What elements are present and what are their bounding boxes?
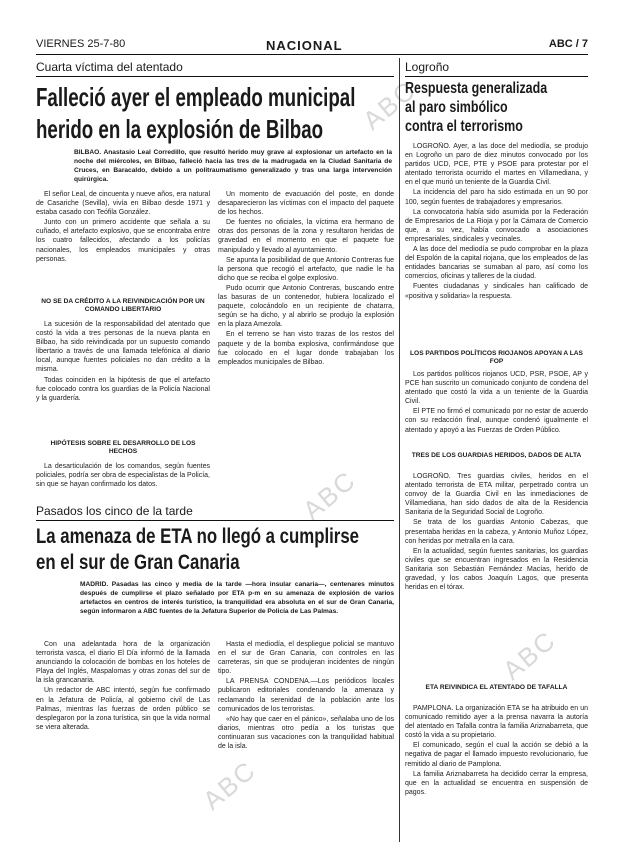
article1-col1-mid [36,320,210,438]
sidebar-body-3 [405,472,588,680]
page-number: ABC / 7 [548,38,588,50]
kicker-text: Pasados los cinco de la tarde [36,504,193,518]
paragraph: En el terreno se han visto trazas de los restos del paquete y de la bomba explosiva, confirmándose que fue colocado en el lugar donde trabajaban los empleados municipales de Bilbao. [218,331,394,366]
paragraph: La sucesión de la responsabilidad del atentado que costó la vida a tres personas de la nueva planta en Bilbao, ha sido reivindicada por un supuesto comando libertario a través de una llamada telefónica al diario local, aunque fuentes policiales no dan crédito a la misma. [36,321,210,374]
watermark: ABC [496,624,562,686]
article2-col2 [218,640,394,830]
page-date: VIERNES 25-7-80 [36,38,126,50]
sidebar-subhead-2: TRES DE LOS GUARDIAS HERIDOS, DADOS DE ALTA [411,452,582,459]
sidebar-body-2 [405,370,588,450]
paragraph: La convocatoria había sido asumida por la Federación de Empresarios de La Rioja y por la Cámara de Comercio que, a su vez, había convocado a asociaciones empresariales, sindicales y vecinales. [405,208,588,243]
article1-subhead-2: HIPÓTESIS SOBRE EL DESARROLLO DE LOS HECHOS [50,440,196,455]
paragraph: Se trata de los guardias Antonio Cabezas, que presentaba heridas en la cabeza, y Antonio Muñoz López, con heridas por metralla en la cara. [405,519,588,545]
sidebar-body-1 [405,142,588,348]
article1-headline-1: Falleció ayer el empleado municipal [36,82,356,112]
article2-col1 [36,640,210,830]
paragraph: La desarticulación de los comandos, según fuentes policiales, podría ser obra de especialistas de la Policía, sin que se hayan confirmado los datos. [36,463,210,489]
sidebar-subhead-3: ETA REIVINDICA EL ATENTADO DE TAFALLA [425,684,568,691]
article2-lead: MADRID. Pasadas las cinco y media de la tarde —hora insular canaria—, centenares minutos después de cumplirse el plazo señalado por ETA p-m en su amenaza de explosión de varios artefactos en centros de interés turístico, la tranquilidad era absoluta en el sur de Gran Canaria, según informaron a ABC fuentes de la Jefatura Superior de Policía de Las Palmas. [80,581,394,615]
article1-col2 [218,190,394,500]
paragraph: El PTE no firmó el comunicado por no estar de acuerdo con su redacción final, aunque condenó igualmente el atentado y apoyó a las Fuerzas de Orden Público. [405,408,588,434]
page-header [36,36,588,55]
article2-kicker [36,504,394,521]
paragraph: LOGROÑO. Tres guardias civiles, heridos en el atentado terrorista de ETA militar, perpetrado contra un convoy de la Guardia Civil en las inmediaciones de Villamediana, han sido dados de alta de la Residencia Sanitaria de la Seguridad Social de Logroño. [405,473,588,517]
paragraph: De fuentes no oficiales, la víctima era hermano de otras dos personas de la zona y resultaron heridas de gravedad en el momento en que el paquete fue manipulado y llevado al ayuntamiento. [218,219,394,254]
paragraph: LA PRENSA CONDENA.—Los periódicos locales publicaron editoriales condenando la amenaza y reclamando la serenidad de la población ante los comunicados de los terroristas. [218,678,394,713]
paragraph: Pudo ocurrir que Antonio Contreras, buscando entre las basuras de un contenedor, hubiera localizado el paquete, colocándolo en un recipiente de chatarra, según se ha dicho, y al abrirlo se produjo la explosión en la plaza Amezola. [218,284,394,329]
article1-subhead-1: NO SE DA CRÉDITO A LA REIVINDICACIÓN POR UN COMANDO LIBERTARIO [41,298,205,313]
paragraph: A las doce del mediodía se pudo comprobar en la plaza del Espolón de la capital riojana, que los empleados de las entidades bancarias se sumaban al paro, así como los comercios, oficinas y talleres de la ciudad. [405,246,588,281]
sidebar-headline-3: contra el terrorismo [405,118,523,135]
paragraph: «No hay que caer en el pánico», señalaba uno de los diarios, mientras otro pedía a los turistas que continuaran sus vacaciones con la tranquilidad habitual de la isla. [218,715,394,751]
paragraph: Junto con un primero accidente que señala a su cuñado, el artefacto explosivo, que se encontraba entre los cuatro fallecidos, afectando a los policías nacionales, los empleados municipales y otras personas. [36,219,210,263]
paragraph: Los partidos políticos riojanos UCD, PSR, PSOE, AP y PCE han suscrito un comunicado conjunto de condena del atentado que costó la vida a un teniente de la Guardia Civil. [405,371,588,406]
article2-headline-1: La amenaza de ETA no llegó a cumplirse [36,525,360,548]
paragraph: El señor Leal, de cincuenta y nueve años, era natural de Casariche (Sevilla), vivía en Bilbao desde 1971 y estaba casado con Teófila González. [36,191,210,217]
paragraph: Fuentes ciudadanas y sindicales han calificado de «positiva y solidaria» la respuesta. [405,283,588,300]
watermark: ABC [356,74,422,136]
column-divider [399,58,400,842]
article1-col1-top [36,190,210,296]
paragraph: La familia Ariznabarreta ha decidido cerrar la empresa, que en la actualidad se encuentra en suspensión de pagos. [405,770,588,796]
section-title: NACIONAL [266,38,343,53]
paragraph: El comunicado, según el cual la acción se debió a la negativa de pagar el llamado impuesto revolucionario, fue remitido al diario de Pamplona. [405,742,588,768]
sidebar-headline-1: Respuesta generalizada [405,80,548,97]
paragraph: Hasta el mediodía, el despliegue policial se mantuvo en el sur de Gran Canaria, con controles en las carreteras, sin que se produjeran incidentes de ningún tipo. [218,641,394,676]
article2-headline-2: en el sur de Gran Canaria [36,551,240,574]
sidebar-subhead-1: LOS PARTIDOS POLÍTICOS RIOJANOS APOYAN A LAS FOP [410,350,583,365]
kicker-text: Logroño [405,60,450,74]
sidebar-kicker [405,60,588,77]
sidebar-headline-2: al paro simbólico [405,99,508,116]
watermark: ABC [296,464,362,526]
sidebar-body-4 [405,704,588,836]
paragraph: Con una adelantada hora de la organización terrorista vasca, el diario El Día informó de la llamada anunciando la colocación de bombas en los hoteles de Playa del Inglés, Maspalomas y otras zonas del sur de la isla grancanaria. [36,641,210,685]
paragraph: La incidencia del paro ha sido estimada en un 90 por 100, según fuentes de trabajadores y empresarios. [405,189,588,206]
article1-headline-2: herido en la explosión de Bilbao [36,114,324,144]
paragraph: Un redactor de ABC intentó, según fue confirmado en la Jefatura de Policía, al gobierno civil de Las Palmas, mientras las fuerzas de orden público se desplegaron por la zona turística, sin que la vida normal se viera alterada. [36,687,210,731]
paragraph: En la actualidad, según fuentes sanitarias, los guardias civiles que se encuentran ingresados en la Residencia Sanitaria son Sebastián Fernández Macías, herido de gravedad, y los cabos Joaquín Lagos, que presenta heridas en el tórax. [405,547,588,592]
article1-col1-bottom [36,462,210,500]
article1-kicker [36,60,394,77]
paragraph: PAMPLONA. La organización ETA se ha atribuido en un comunicado remitido ayer a la prensa navarra la autoría del atentado en Tafalla contra la familia Ariznabarreta, que costó la vida a su propietario. [405,705,588,740]
paragraph: LOGROÑO. Ayer, a las doce del mediodía, se produjo en Logroño un paro de diez minutos convocado por los partidos UCD, PCE, PTE y PSOE para protestar por el atentado terrorista ocurrido el martes en Villamediana, y en el que murió un teniente de la Guardia Civil. [405,143,588,187]
kicker-text: Cuarta víctima del atentado [36,60,183,74]
article1-lead: BILBAO. Anastasio Leal Corredillo, que resultó herido muy grave al explosionar un artefacto en la noche del miércoles, en Bilbao, falleció hacia las tres de la madrugada en la Ciudad Sanitaria de Cruces, en Baracaldo, debido a un politraumatismo generalizado y tras una larga intervención quirúrgica. [74,149,392,183]
watermark: ABC [196,754,262,816]
paragraph: Todas coinciden en la hipótesis de que el artefacto fue colocado contra los guardias de la Policía Nacional y la guardería. [36,376,210,402]
paragraph: Se apunta la posibilidad de que Antonio Contreras fue la persona que recogió el artefacto, que nadie le ha dicho que se reciba el golpe explosivo. [218,256,394,282]
paragraph: Un momento de evacuación del poste, en donde desaparecieron las víctimas con el impacto del paquete de los hechos. [218,191,394,217]
